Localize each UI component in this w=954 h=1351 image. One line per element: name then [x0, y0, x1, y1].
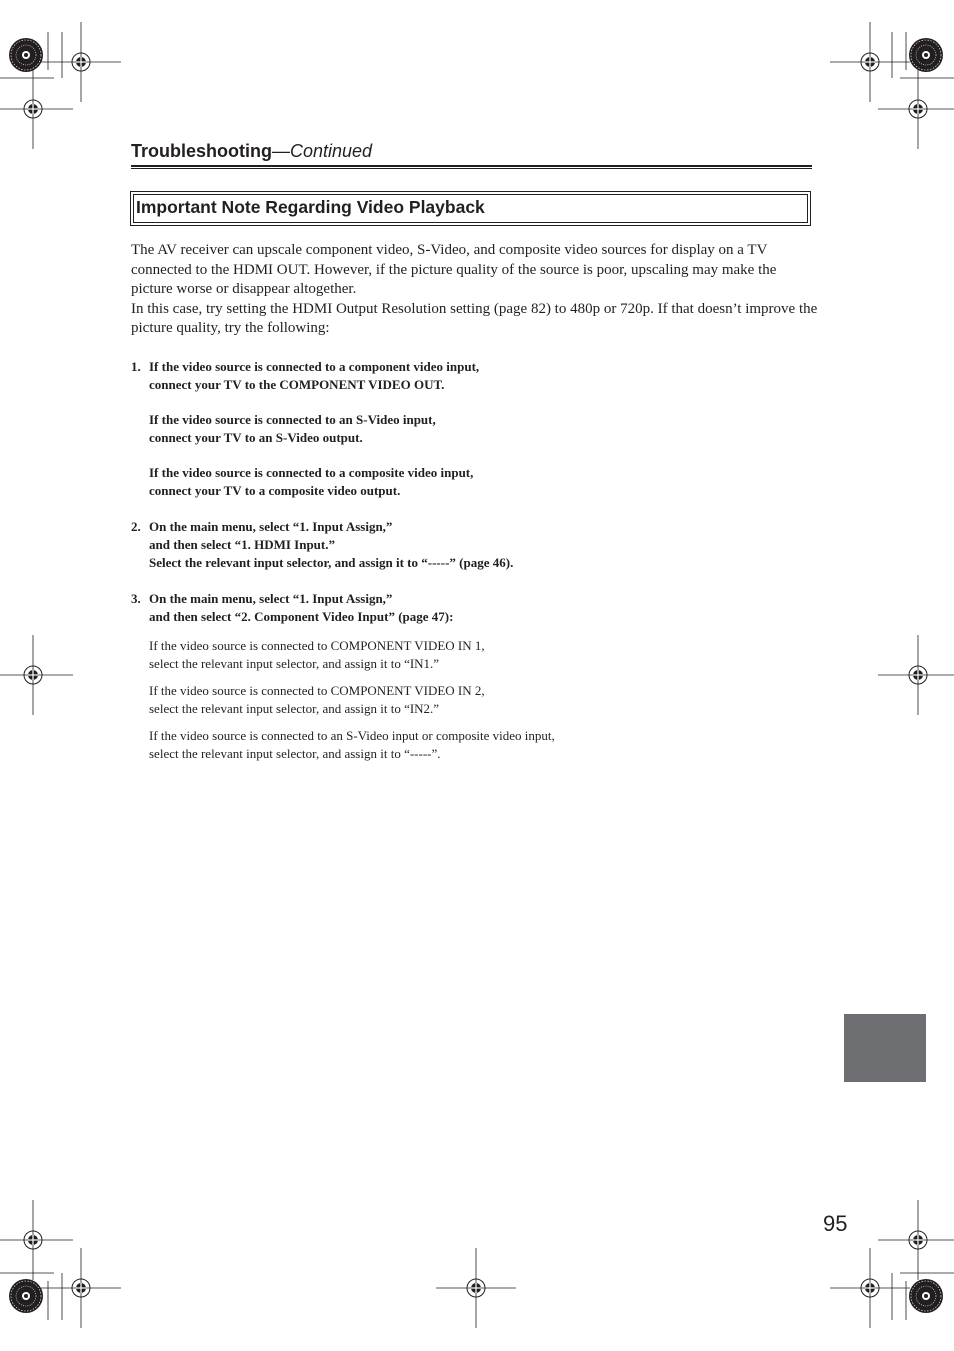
intro-paragraph: In this case, try setting the HDMI Output Resolution setting (page 82) to 480p or 720p. If that doesn’t improve the picture quality, try the following: — [131, 300, 818, 337]
header-section: Troubleshooting — [131, 141, 272, 161]
note-line: If the video source is connected to COMPONENT VIDEO IN 1, — [149, 638, 485, 653]
section-title-box — [130, 191, 811, 226]
page-number: 95 — [823, 1211, 848, 1236]
note-line: select the relevant input selector, and assign it to “IN2.” — [149, 700, 440, 716]
running-header — [131, 140, 812, 162]
header-continued: —Continued — [272, 141, 373, 161]
step-number: 2. — [131, 519, 141, 534]
step-line: connect your TV to an S-Video output. — [149, 429, 363, 445]
step-line: On the main menu, select “1. Input Assign,” — [149, 519, 393, 534]
step-line: Select the relevant input selector, and assign it to “-----” (page 46). — [149, 554, 514, 570]
intro-text — [131, 241, 821, 339]
note-line: select the relevant input selector, and assign it to “IN1.” — [149, 655, 440, 671]
step-line: connect your TV to the COMPONENT VIDEO OUT. — [149, 376, 445, 392]
step-number: 3. — [131, 591, 141, 606]
chapter-tab-block — [844, 1014, 926, 1082]
note-paragraph — [149, 727, 555, 762]
step-line: connect your TV to a composite video output. — [149, 482, 401, 498]
step-number: 1. — [131, 359, 141, 374]
step-line: and then select “2. Component Video Input” (page 47): — [149, 608, 454, 624]
note-paragraph — [149, 637, 485, 672]
step-line: and then select “1. HDMI Input.” — [149, 536, 335, 552]
step-line: On the main menu, select “1. Input Assign,” — [149, 591, 393, 606]
step-line: If the video source is connected to a component video input, — [149, 359, 480, 374]
step-line: If the video source is connected to a composite video input, — [149, 465, 474, 480]
note-line: select the relevant input selector, and assign it to “-----”. — [149, 745, 441, 761]
note-paragraph — [149, 682, 485, 717]
intro-paragraph: The AV receiver can upscale component video, S-Video, and composite video sources for display on a TV connected to the HDMI OUT. However, if the picture quality of the source is poor, upscaling may make the picture worse or disappear altogether. — [131, 242, 777, 298]
section-title: Important Note Regarding Video Playback — [136, 197, 485, 217]
note-line: If the video source is connected to an S-Video input or composite video input, — [149, 728, 555, 743]
note-line: If the video source is connected to COMPONENT VIDEO IN 2, — [149, 683, 485, 698]
header-rule — [131, 165, 812, 169]
step-line: If the video source is connected to an S-Video input, — [149, 412, 436, 427]
